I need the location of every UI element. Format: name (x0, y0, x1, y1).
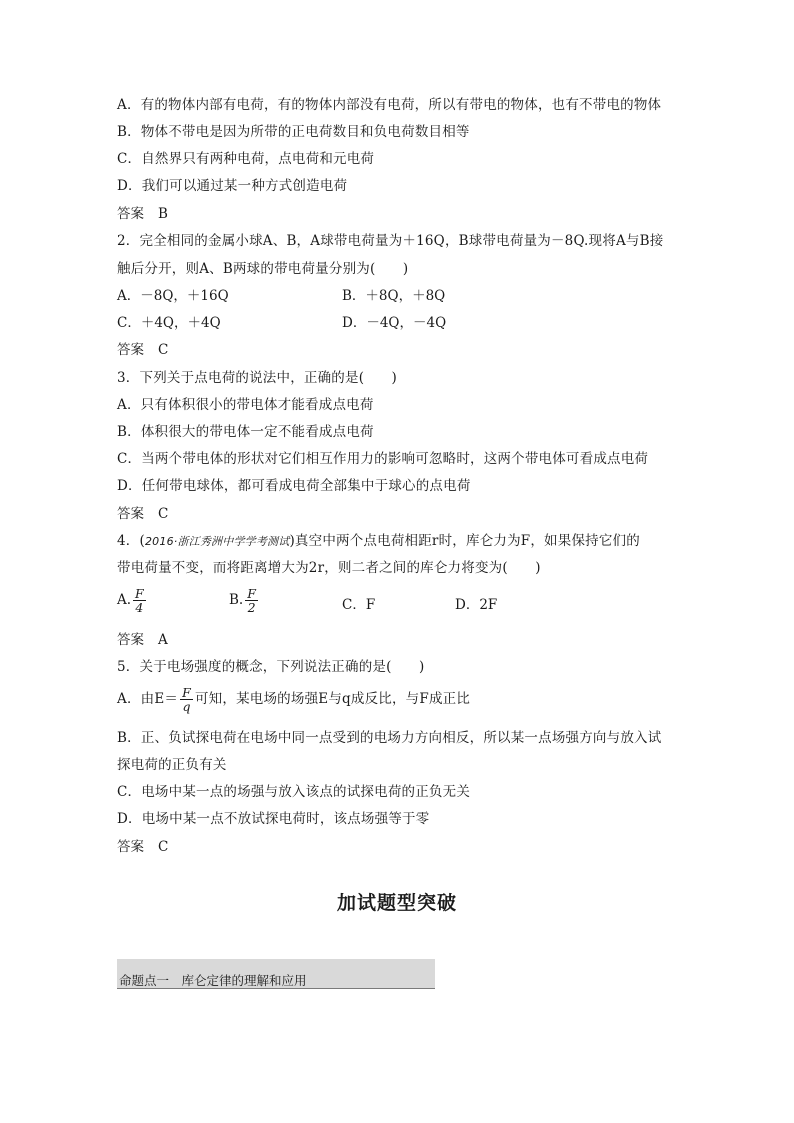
answer-value: C (158, 506, 169, 522)
q2-stem-line1: 2．完全相同的金属小球A、B，A球带电荷量为＋16Q，B球带电荷量为－8Q.现将A与B接 (117, 233, 664, 249)
fraction-numerator: F (135, 586, 144, 601)
answer-label: 答案 (117, 839, 144, 855)
q4-option-b (229, 587, 260, 614)
q5-option-a-post: 可知，某电场的场强E与q成反比，与F成正比 (194, 691, 471, 707)
answer-label: 答案 (117, 632, 144, 648)
q5-option-b-line2: 探电荷的正负有关 (117, 757, 227, 773)
section-title: 加试题型突破 (336, 892, 457, 914)
q1-option-d: D．我们可以通过某一种方式创造电荷 (117, 178, 348, 194)
q4-option-a-label: A. (117, 592, 132, 608)
q5-option-d: D．电场中某一点不放试探电荷时，该点场强等于零 (117, 811, 430, 827)
fraction-numerator: F (182, 685, 191, 700)
q3-option-a: A．只有体积很小的带电体才能看成点电荷 (117, 397, 374, 413)
q4-stem-line1 (117, 532, 640, 551)
q4-option-b-label: B. (229, 592, 244, 608)
answer-value: B (158, 206, 168, 222)
topic-bar-label: 命题点一 库仑定律的理解和应用 (119, 973, 307, 988)
topic-bar (117, 959, 435, 989)
q4-stem-rest: )真空中两个点电荷相距r时，库仑力为F，如果保持它们的 (289, 533, 640, 549)
answer-label: 答案 (117, 342, 144, 358)
q5-option-c: C．电场中某一点的场强与放入该点的试探电荷的正负无关 (117, 784, 471, 800)
q3-option-d: D．任何带电球体，都可看成电荷全部集中于球心的点电荷 (117, 478, 471, 494)
q4-answer (117, 631, 168, 649)
q3-option-b: B．体积很大的带电体一定不能看成点电荷 (117, 424, 374, 440)
q2-option-a: A．－8Q，＋16Q (117, 288, 229, 304)
q4-option-a (117, 587, 148, 614)
q5-option-a (117, 686, 470, 713)
fraction-denominator: 2 (247, 600, 256, 615)
q5-stem: 5．关于电场强度的概念，下列说法正确的是( ) (117, 659, 425, 675)
answer-label: 答案 (117, 206, 144, 222)
answer-value: C (158, 342, 169, 358)
q4-option-c: C．F (342, 597, 376, 613)
q5-option-b-line1: B．正、负试探电荷在电场中同一点受到的电场力方向相反，所以某一点场强方向与放入试 (117, 730, 662, 746)
q3-answer (117, 505, 168, 523)
fraction-denominator: q (182, 699, 191, 714)
q3-option-c: C．当两个带电体的形状对它们相互作用力的影响可忽略时，这两个带电体可看成点电荷 (117, 451, 649, 467)
q2-answer (117, 341, 168, 359)
q4-option-d: D．2F (455, 597, 498, 613)
q1-answer (117, 205, 168, 223)
q4-stem-line2: 带电荷量不变，而将距离增大为2r，则二者之间的库仑力将变为( ) (117, 560, 541, 576)
answer-label: 答案 (117, 506, 144, 522)
q4-option-a-fraction (133, 587, 146, 614)
fraction-numerator: F (247, 586, 256, 601)
q1-option-a: A．有的物体内部有电荷，有的物体内部没有电荷，所以有带电的物体，也有不带电的物体 (117, 97, 662, 113)
fraction-denominator: 4 (135, 600, 144, 615)
answer-value: C (158, 839, 169, 855)
q4-option-b-fraction (245, 587, 258, 614)
answer-value: A (158, 632, 168, 648)
q4-source-tag: 2016·浙江秀洲中学学考测试 (144, 535, 290, 548)
q1-option-c: C．自然界只有两种电荷，点电荷和元电荷 (117, 151, 375, 167)
q3-stem: 3．下列关于点电荷的说法中，正确的是( ) (117, 370, 398, 386)
q1-option-b: B．物体不带电是因为所带的正电荷数目和负电荷数目相等 (117, 124, 470, 140)
q2-stem-line2: 触后分开，则A、B两球的带电荷量分别为( ) (117, 261, 409, 277)
q2-option-c: C．＋4Q，＋4Q (117, 315, 221, 331)
q4-stem-prefix: 4．( (117, 533, 145, 549)
q5-answer (117, 838, 168, 856)
q5-option-a-pre: A．由E＝ (117, 691, 179, 707)
q5-option-a-fraction (180, 686, 193, 713)
q2-option-d: D．－4Q，－4Q (342, 315, 447, 331)
q2-option-b: B．＋8Q，＋8Q (342, 288, 446, 304)
